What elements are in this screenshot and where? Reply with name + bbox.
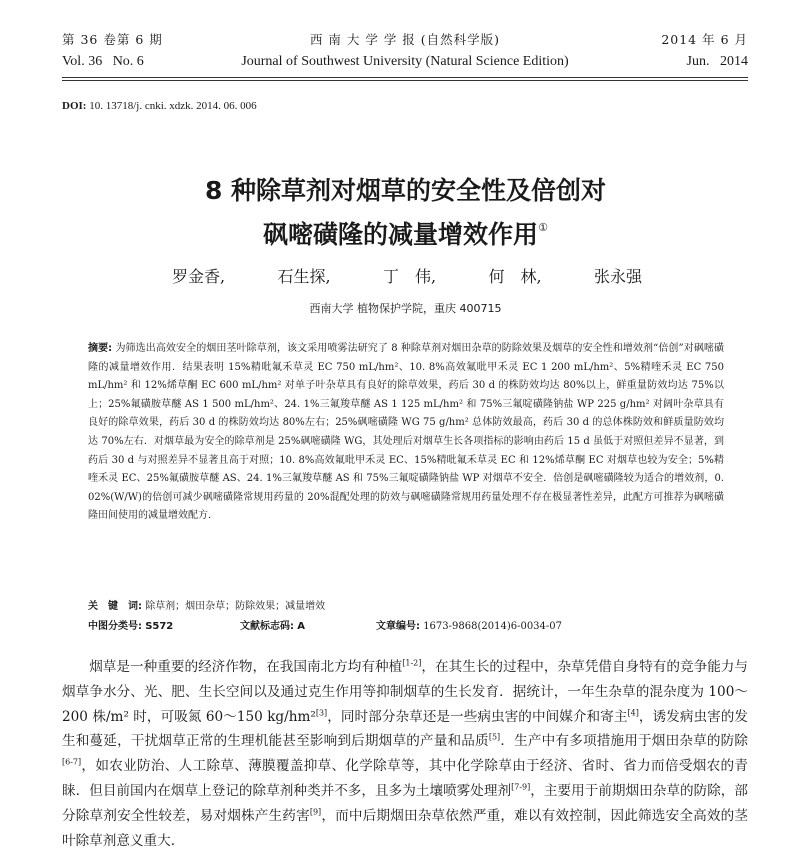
volume-issue-cn: 第 36 卷第 6 期 — [62, 32, 163, 47]
citation: [4] — [627, 708, 639, 718]
title-line-2 — [0, 209, 811, 253]
article-no-label: 文章编号: — [376, 621, 420, 632]
date-cn: 2014 年 6 月 — [661, 32, 748, 47]
citation: [9] — [309, 807, 322, 817]
title-line-2-text: 砜嘧磺隆的减量增效作用 — [263, 220, 539, 249]
body-text: ，在其生长的过程中，杂草凭借自身特有的竞争能力与烟草争水分、光、肥、生长空间以及通过克生作用等抑制烟草的生长发育．据统计，一年生杂草的混杂度为 100～200 株/m² 时，可吸氮 60～150 kg/hm² — [62, 659, 749, 725]
classification-label: 中图分类号: — [88, 621, 142, 632]
journal-name-en: Journal of Southwest University (Natural Science Edition) — [241, 54, 569, 69]
abstract-text: 为筛选出高效安全的烟田茎叶除草剂，该文采用喷雾法研究了 8 种除草剂对烟田杂草的防除效果及烟草的安全性和增效剂“倍创”对砜嘧磺隆的减量增效作用．结果表明 15%精吡氟禾草灵 EC 750 mL/hm²、10. 8%高效氟吡甲禾灵 EC 1 200 mL/hm²、5%精喹禾灵 EC 750 mL/hm² 和 12%烯草酮 EC 600 mL/hm² 对单子叶杂草具有良好的除草效果，药后 30 d 的株防效均达 80%以上，鲜重量防效均达 75%以上；25%氟磺胺草醚 AS 1 500 mL/hm²、24. 1%三氟羧草醚 AS 1 125 mL/hm² 和 75%三氟啶磺隆钠盐 WP 225 g/hm² 对阔叶杂草具有良好的除草效果，药后 30 d 的株防效均达 80%左右；25%砜嘧磺隆 WG 75 g/hm² 总体防效最高，药后 30 d 的总体株防效和鲜质量防效均达 70%左右．对烟草最为安全的除草剂是 25%砜嘧磺隆 WG，其处理后对烟草生长各项指标的影响由药后 15 d 虽低于对照但差异不显著，到药后 30 d 与对照差异不显著且高于对照；10. 8%高效氟吡甲禾灵 EC、15%精吡氟禾草灵 EC 和 12%烯草酮 EC 对烟草也较为安全；5%精喹禾灵 EC、25%氟磺胺草醚 AS、24. 1%三氟羧草醚 AS 和 75%三氟啶磺隆钠盐 WP 对烟草不安全．倍创是砜嘧磺隆较为适合的增效剂，0. 02%(W/W)的倍创可减少砜嘧磺隆常规用药量的 20%混配处理的防效与砜嘧磺隆常规用药量处理不存在极显著性差异，此配方可推荐为砜嘧磺隆田间使用的减量增效配方． — [88, 343, 724, 522]
journal-name-cn: 西 南 大 学 学 报 (自然科学版) — [309, 32, 501, 47]
header-rule-double — [62, 80, 748, 81]
article-no-value: 1673-9868(2014)6-0034-07 — [423, 621, 563, 632]
date-en: Jun. 2014 — [686, 54, 748, 69]
citation: [6-7] — [62, 757, 82, 767]
paper-title — [0, 172, 811, 253]
keywords — [88, 597, 325, 612]
article-number — [376, 617, 562, 632]
classification-number — [88, 617, 173, 632]
title-line-1: 8 种除草剂对烟草的安全性及倍创对 — [204, 176, 607, 205]
affiliation: 西南大学 植物保护学院，重庆 400715 — [309, 302, 502, 315]
citation: [5] — [488, 732, 501, 742]
classification-value: S572 — [145, 621, 174, 632]
body-paragraph — [62, 655, 748, 853]
body-text: ，同时部分杂草还是一些病虫害的中间媒介和寄主 — [327, 708, 628, 725]
title-footnote-mark: ① — [538, 221, 548, 234]
author: 何 林, — [488, 267, 542, 286]
abstract-label: 摘要: — [88, 343, 113, 354]
body-text: ，主要用于前期烟田杂草的防除，部分除草剂安全性较差，易对烟株产生药害 — [62, 782, 749, 824]
author: 罗金香, — [172, 267, 226, 286]
author-list — [172, 264, 642, 287]
doc-code-label: 文献标志码: — [240, 621, 294, 632]
body-text: 烟草是一种重要的经济作物，在我国南北方均有种植 — [89, 659, 403, 675]
citation: [3] — [315, 708, 328, 718]
volume-issue-en: Vol. 36 No. 6 — [62, 54, 144, 69]
keywords-text: 除草剂；烟田杂草；防除效果；减量增效 — [145, 601, 326, 612]
author: 张永强 — [593, 267, 642, 286]
doc-code-value: A — [297, 621, 305, 632]
doi-label: DOI: — [62, 100, 87, 112]
document-code — [240, 617, 305, 632]
doi-line — [62, 100, 257, 112]
body-text: ，诱发病虫害的发生和蔓延，干扰烟草正常的生理机能甚至影响到后期烟草的产量和品质 — [62, 708, 749, 750]
citation: [1-2] — [402, 658, 422, 668]
citation: [7-9] — [511, 782, 531, 792]
doi-value: 10. 13718/j. cnki. xdzk. 2014. 06. 006 — [89, 100, 257, 112]
body-text: ．生产中有多项措施用于烟田杂草的防除 — [500, 733, 749, 750]
keywords-label: 关 键 词: — [88, 601, 142, 612]
author: 丁 伟, — [382, 267, 437, 286]
abstract — [88, 340, 724, 526]
header-rule — [62, 77, 748, 78]
author: 石生探, — [277, 267, 331, 286]
body-text: ，如农业防治、人工除草、薄膜覆盖抑草、化学除草等，其中化学除草由于经济、省时、省力而倍受烟农的青睐．但目前国内在烟草上登记的除草剂种类并不多，且多为土壤喷雾处理剂 — [62, 758, 748, 799]
body-text: ，而中后期烟田杂草依然严重，难以有效控制，因此筛选安全高效的茎叶除草剂意义重大． — [62, 807, 749, 849]
